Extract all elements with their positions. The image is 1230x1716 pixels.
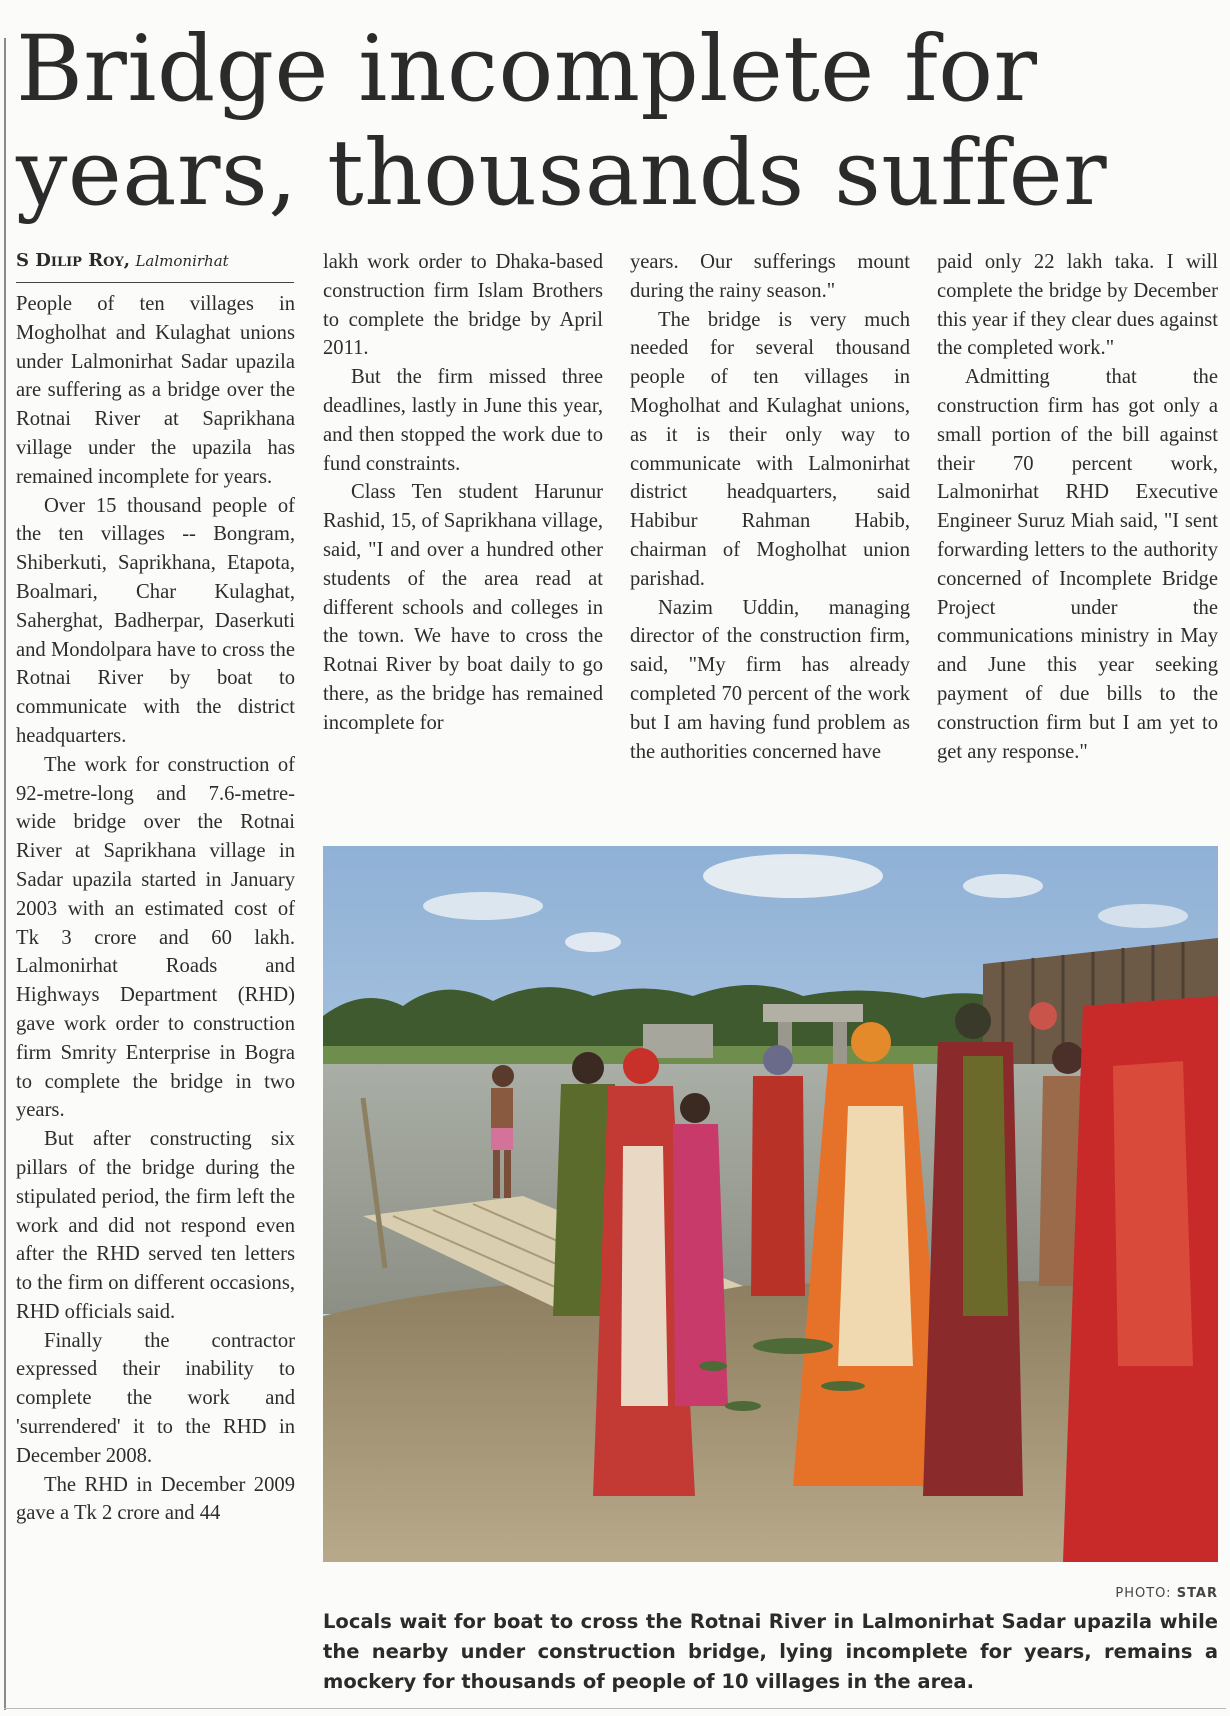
paragraph: But the firm missed three deadlines, lastly in June this year, and then stopped the work due to fund constraints. [323,366,603,475]
photo-credit [1000,1586,1218,1601]
bottom-rule [4,1708,1226,1709]
paragraph: lakh work order to Dhaka-based construction firm Islam Brothers to complete the bridge by April 2011. [323,251,603,360]
paragraph: Class Ten student Harunur Rashid, 15, of Saprikhana village, said, "I and over a hundred other students of the area read at different schools and colleges in the town. We have to cross the Rotnai River by boat daily to go there, as the bridge has remained incomplete for [323,481,603,734]
article-column-3 [630,248,910,766]
news-photo [323,846,1218,1562]
paragraph: Over 15 thousand people of the ten villages -- Bongram, Shiberkuti, Saprikhana, Etapota, Boalmari, Char Kulaghat, Saherghat, Badherpar, Daserkuti and Mondolpara have to cross the Rotnai River by boat to communicate with the district headquarters. [16,494,295,747]
paragraph: years. Our sufferings mount during the rainy season." [630,251,910,302]
article-column-4 [937,248,1218,766]
photo-credit-source: STAR [1176,1586,1218,1601]
paragraph: paid only 22 lakh taka. I will complete the bridge by December this year if they clear dues against the completed work." [937,251,1218,360]
article-column-2 [323,248,603,738]
headline: Bridge incomplete for years, thousands suffer [16,17,1108,226]
photo-credit-label: PHOTO: [1115,1586,1172,1601]
left-column-rule [4,38,6,1710]
photo-caption: Locals wait for boat to cross the Rotnai River in Lalmonirhat Sadar upazila while the nearby under construction bridge, lying incomplete for years, remains a mockery for thousands of people of 10 villages in the area. [323,1610,1218,1693]
paragraph: The bridge is very much needed for several thousand people of ten villages in Mogholhat and Kulaghat unions, as it is their only way to communicate with Lalmonirhat district headquarters, said Habibur Rahman Habib, chairman of Mogholhat union parishad. [630,308,910,590]
paragraph: Finally the contractor expressed their inability to complete the work and 'surrendered' it to the RHD in December 2008. [16,1329,295,1467]
paragraph: The RHD in December 2009 gave a Tk 2 crore and 44 [16,1473,295,1525]
article-column-1 [16,290,295,1528]
byline-author: S Dilip Roy, [16,250,131,271]
paragraph: The work for construction of 92-metre-long and 7.6-metre-wide bridge over the Rotnai River at Saprikhana village in Sadar upazila started in January 2003 with an estimated cost of Tk 3 crore and 60 lakh. Lalmonirhat Roads and Highways Department (RHD) gave work order to construction firm Smrity Enterprise in Bogra to complete the bridge in two years. [16,753,295,1122]
paragraph: Admitting that the construction firm has got only a small portion of the bill against their 70 percent work, Lalmonirhat RHD Executive Engineer Suruz Miah said, "I sent forwarding letters to the authority concerned of Incomplete Bridge Project under the communications ministry in May and June this year seeking payment of due bills to the construction firm but I am yet to get any response." [937,366,1218,763]
byline [16,250,294,271]
byline-divider [16,282,294,283]
byline-location: Lalmonirhat [135,252,229,270]
paragraph: People of ten villages in Mogholhat and Kulaghat unions under Lalmonirhat Sadar upazila are suffering as a bridge over the Rotnai River at Saprikhana village under the upazila has remained incomplete for years. [16,293,295,488]
paragraph: Nazim Uddin, managing director of the construction firm, said, "My firm has already completed 70 percent of the work but I am having fund problem as the authorities concerned have [630,596,910,763]
paragraph: But after constructing six pillars of the bridge during the stipulated period, the firm left the work and did not respond even after the RHD served ten letters to the firm on different occasions, RHD officials said. [16,1128,295,1323]
